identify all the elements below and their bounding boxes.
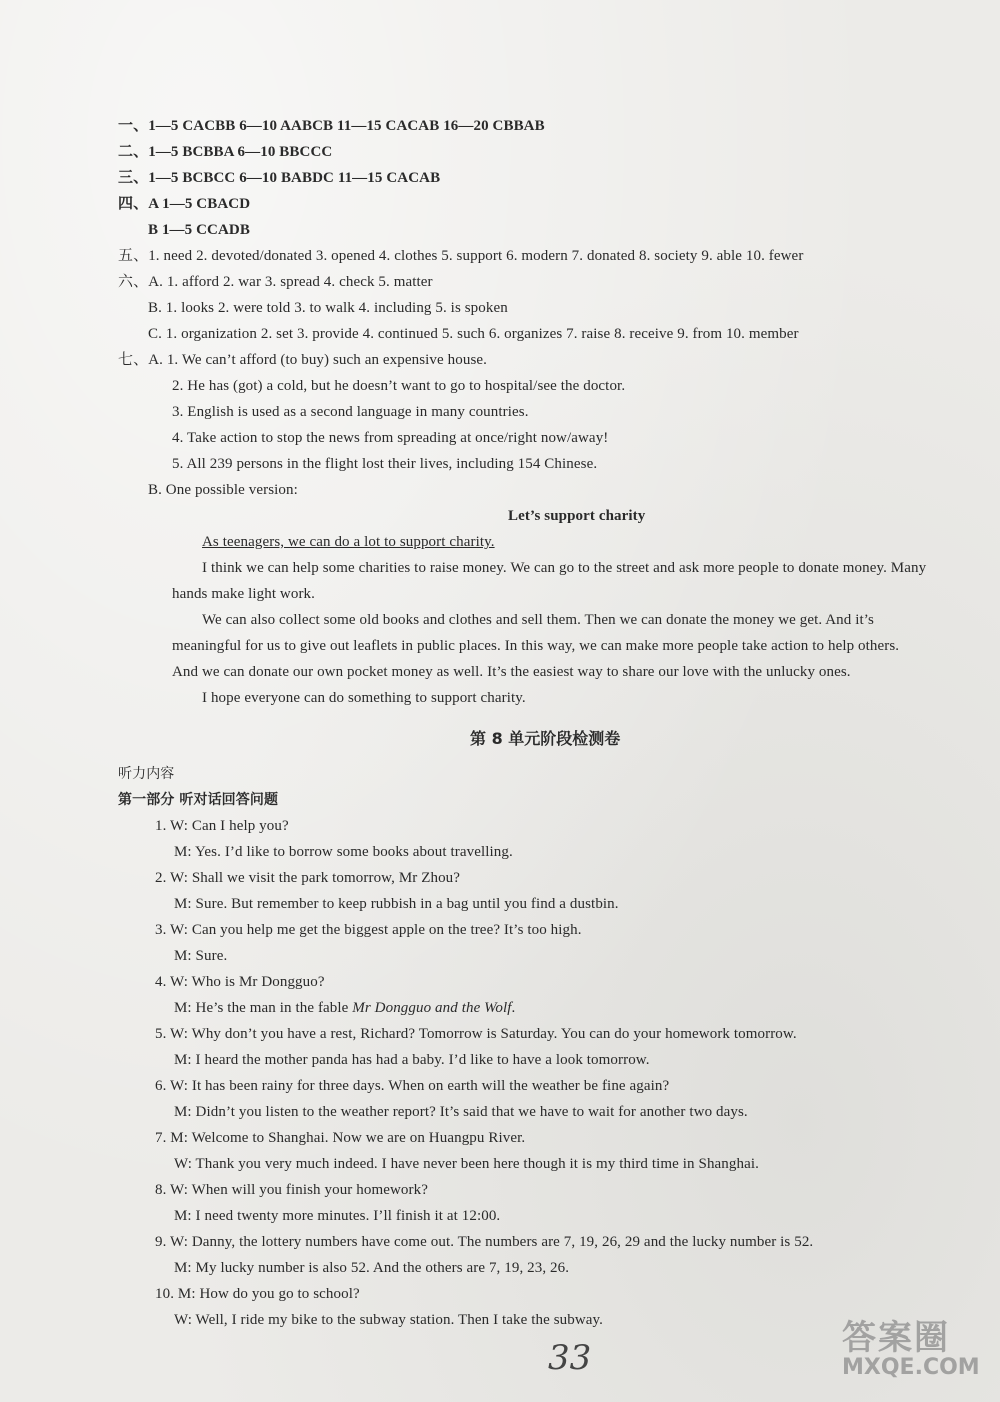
answer-line-12: 3. English is used as a second language in many countries.: [172, 404, 529, 420]
dialogue-4-m: [174, 998, 515, 1018]
answer-line-13: 4. Take action to stop the news from spreading at once/right now/away!: [172, 430, 609, 446]
dialogue-2-m: M: Sure. But remember to keep rubbish in a bag until you find a dustbin.: [174, 896, 619, 912]
dialogue-1-w: 1. W: Can I help you?: [155, 818, 289, 834]
dialogue-8-w: 8. W: When will you finish your homework?: [155, 1182, 428, 1198]
dialogue-7-w: W: Thank you very much indeed. I have never been here though it is my third time in Shanghai.: [174, 1156, 759, 1172]
dialogue-4-m-end: .: [511, 1000, 516, 1016]
answer-line-7: 六、A. 1. afford 2. war 3. spread 4. check 5. matter: [118, 274, 433, 290]
dialogue-1-m: M: Yes. I’d like to borrow some books about travelling.: [174, 844, 513, 860]
dialogue-2-w: 2. W: Shall we visit the park tomorrow, Mr Zhou?: [155, 870, 461, 886]
watermark-cn: 答案圈: [842, 1318, 950, 1358]
watermark-en: MXQE.COM: [842, 1355, 980, 1380]
answer-line-11: 2. He has (got) a cold, but he doesn’t want to go to hospital/see the doctor.: [172, 378, 626, 394]
essay-title: Let’s support charity: [508, 508, 646, 524]
dialogue-6-w: 6. W: It has been rainy for three days. When on earth will the weather be fine again?: [155, 1078, 670, 1094]
watermark-logo: [842, 1310, 992, 1394]
dialogue-4-w: 4. W: Who is Mr Dongguo?: [155, 974, 325, 990]
answer-line-10: 七、A. 1. We can’t afford (to buy) such an expensive house.: [118, 352, 487, 368]
dialogue-4-m-text: M: He’s the man in the fable: [174, 1000, 353, 1016]
fable-title: Mr Dongguo and the Wolf: [352, 1000, 512, 1016]
dialogue-8-m: M: I need twenty more minutes. I’ll finish it at 12:00.: [174, 1208, 501, 1224]
dialogue-10-m: 10. M: How do you go to school?: [155, 1286, 360, 1302]
essay-paragraph-2a: I think we can help some charities to raise money. We can go to the street and ask more people to donate money. Many: [202, 560, 927, 576]
answer-line-3: 三、1—5 BCBCC 6—10 BABDC 11—15 CACAB: [118, 170, 441, 186]
dialogue-9-m: M: My lucky number is also 52. And the others are 7, 19, 23, 26.: [174, 1260, 570, 1276]
essay-paragraph-3b: meaningful for us to give out leaflets in public places. In this way, we can make more people take action to help others.: [172, 638, 900, 654]
dialogue-9-w: 9. W: Danny, the lottery numbers have come out. The numbers are 7, 19, 26, 29 and the lucky number is 52.: [155, 1234, 814, 1250]
answer-line-15: B. One possible version:: [148, 482, 298, 498]
dialogue-5-m: M: I heard the mother panda has had a baby. I’d like to have a look tomorrow.: [174, 1052, 650, 1068]
answer-line-14: 5. All 239 persons in the flight lost their lives, including 154 Chinese.: [172, 456, 598, 472]
essay-paragraph-4: I hope everyone can do something to support charity.: [202, 690, 526, 706]
answer-line-6: 五、1. need 2. devoted/donated 3. opened 4. clothes 5. support 6. modern 7. donated 8. society 9. able 10. fewer: [118, 248, 804, 264]
dialogue-10-w: W: Well, I ride my bike to the subway station. Then I take the subway.: [174, 1312, 604, 1328]
answer-line-1: 一、1—5 CACBB 6—10 AABCB 11—15 CACAB 16—20 CBBAB: [118, 118, 545, 134]
unit-title: 第 8 单元阶段检测卷: [470, 729, 621, 748]
dialogue-5-w: 5. W: Why don’t you have a rest, Richard? Tomorrow is Saturday. You can do your homework tomorrow.: [155, 1026, 797, 1042]
dialogue-3-m: M: Sure.: [174, 948, 228, 964]
answer-line-5: B 1—5 CCADB: [148, 222, 250, 238]
answer-line-8: B. 1. looks 2. were told 3. to walk 4. including 5. is spoken: [148, 300, 508, 316]
essay-paragraph-2b: hands make light work.: [172, 586, 316, 602]
answer-line-4: 四、A 1—5 CBACD: [118, 196, 251, 212]
answer-line-2: 二、1—5 BCBBA 6—10 BBCCC: [118, 144, 333, 160]
page-number: 33: [548, 1338, 592, 1378]
dialogue-7-m: 7. M: Welcome to Shanghai. Now we are on Huangpu River.: [155, 1130, 526, 1146]
answer-line-9: C. 1. organization 2. set 3. provide 4. continued 5. such 6. organizes 7. raise 8. receive 9. from 10. member: [148, 326, 799, 342]
listening-heading: 听力内容: [118, 766, 175, 782]
essay-topic-sentence: As teenagers, we can do a lot to support charity.: [202, 534, 495, 550]
dialogue-6-m: M: Didn’t you listen to the weather report? It’s said that we have to wait for another two days.: [174, 1104, 748, 1120]
dialogue-3-w: 3. W: Can you help me get the biggest apple on the tree? It’s too high.: [155, 922, 582, 938]
essay-paragraph-3a: We can also collect some old books and clothes and sell them. Then we can donate the money we get. And it’s: [202, 612, 874, 628]
listening-part1-heading: 第一部分 听对话回答问题: [118, 792, 279, 808]
essay-paragraph-3c: And we can donate our own pocket money as well. It’s the easiest way to share our love with the unlucky ones.: [172, 664, 851, 680]
